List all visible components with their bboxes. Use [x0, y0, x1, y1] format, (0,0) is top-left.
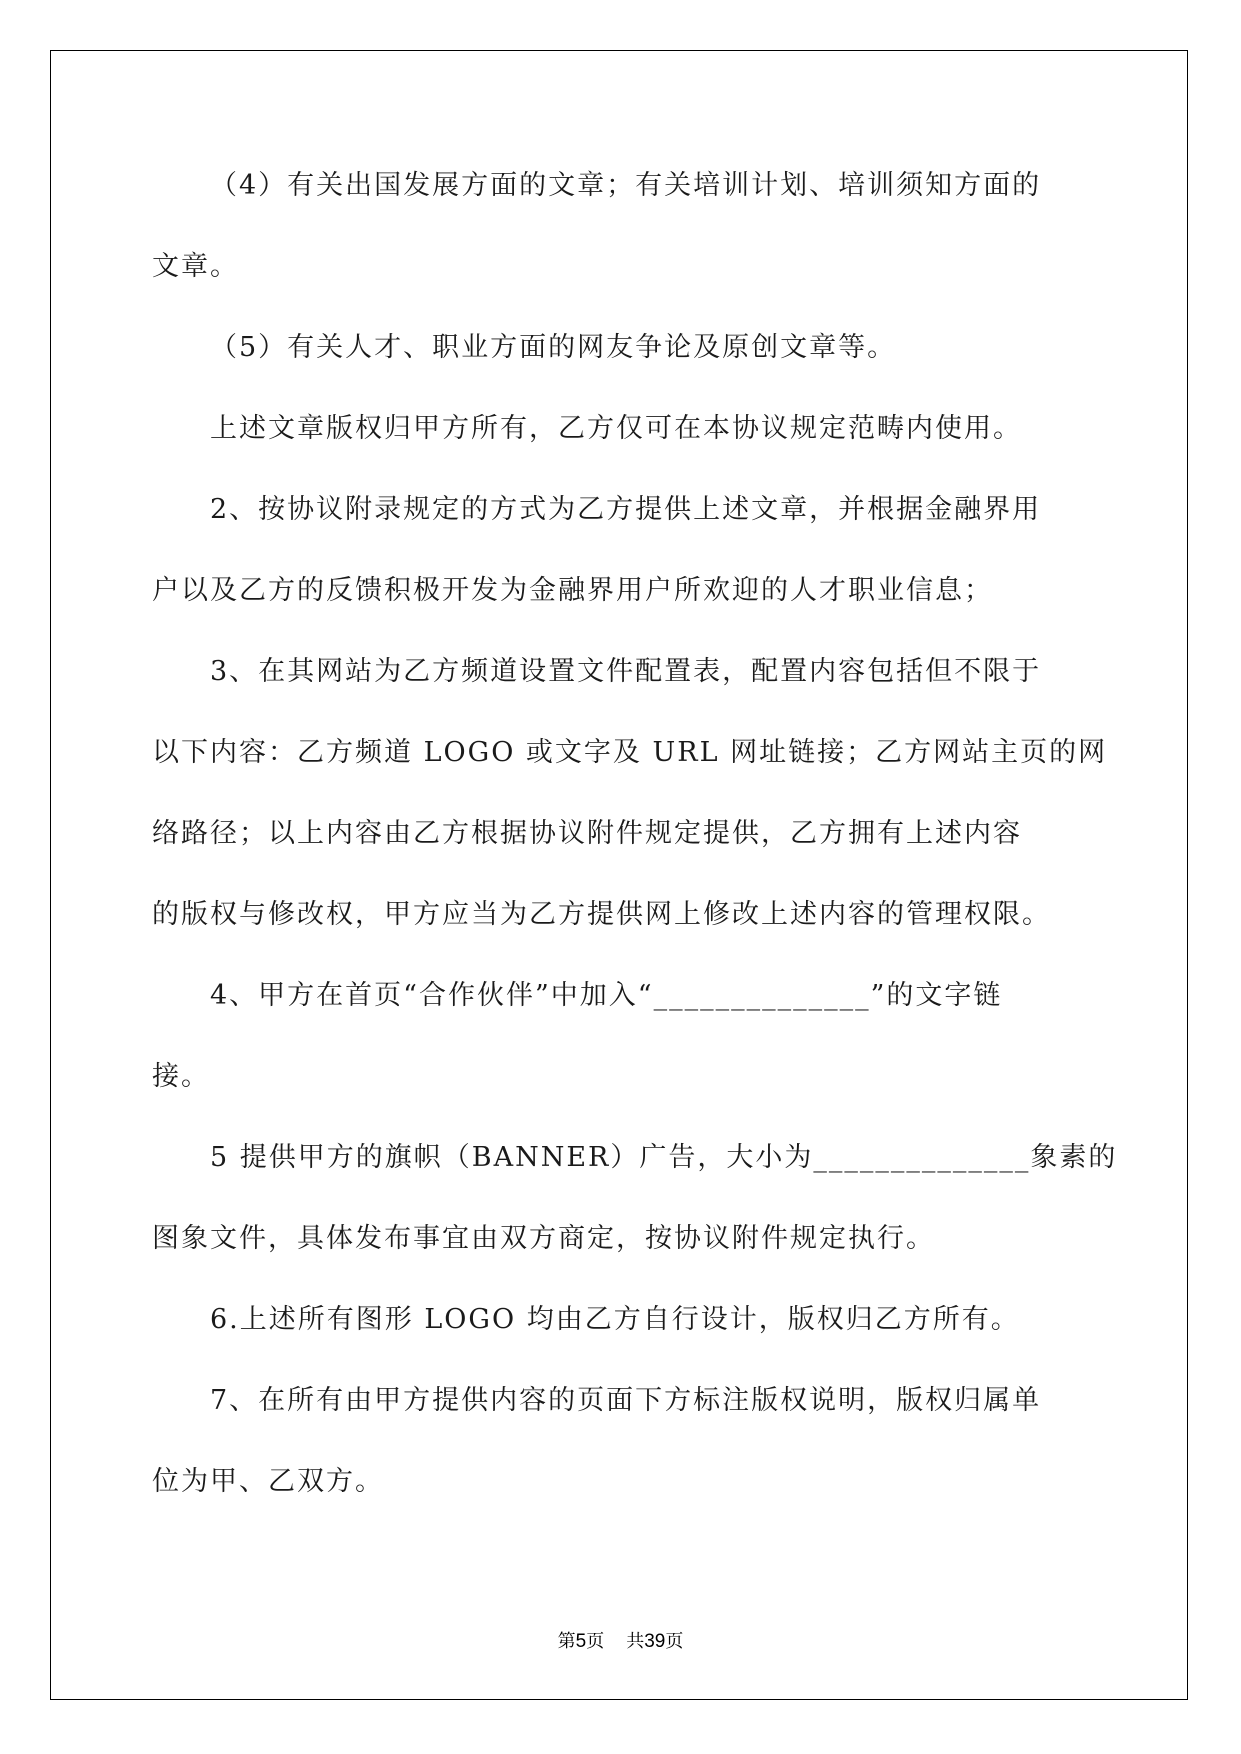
text-line: 以下内容：乙方频道 LOGO 或文字及 URL 网址链接；乙方网站主页的网 — [152, 737, 1108, 768]
document-body — [152, 165, 1118, 1542]
text-line: 的版权与修改权，甲方应当为乙方提供网上修改上述内容的管理权限。 — [152, 899, 1051, 930]
footer-page-suffix: 页 — [586, 1631, 605, 1651]
text-line: 位为甲、乙双方。 — [152, 1466, 384, 1497]
text-line: 图象文件，具体发布事宜由双方商定，按协议附件规定执行。 — [152, 1223, 935, 1254]
page-footer — [0, 1627, 1241, 1653]
text-line: 5 提供甲方的旗帜（BANNER）广告，大小为______________象素的 — [210, 1142, 1118, 1173]
text-line: 上述文章版权归甲方所有，乙方仅可在本协议规定范畴内使用。 — [210, 413, 1022, 444]
footer-page-prefix: 第 — [557, 1631, 576, 1651]
footer-total-suffix: 页 — [665, 1631, 684, 1651]
text-line: 2、按协议附录规定的方式为乙方提供上述文章，并根据金融界用 — [210, 494, 1042, 525]
text-line: 文章。 — [152, 251, 239, 282]
text-line: （5）有关人才、职业方面的网友争论及原创文章等。 — [210, 332, 897, 363]
footer-total-pages: 39 — [644, 1631, 666, 1652]
footer-total-prefix: 共 — [626, 1631, 645, 1651]
text-line: （4）有关出国发展方面的文章；有关培训计划、培训须知方面的 — [210, 170, 1042, 201]
text-line: 3、在其网站为乙方频道设置文件配置表，配置内容包括但不限于 — [210, 656, 1042, 687]
footer-page-number: 5 — [575, 1631, 587, 1652]
text-line: 7、在所有由甲方提供内容的页面下方标注版权说明，版权归属单 — [210, 1385, 1042, 1416]
text-line: 6.上述所有图形 LOGO 均由乙方自行设计，版权归乙方所有。 — [210, 1304, 1020, 1335]
text-line: 接。 — [152, 1061, 210, 1092]
text-line: 户以及乙方的反馈积极开发为金融界用户所欢迎的人才职业信息； — [152, 575, 993, 606]
text-line: 络路径；以上内容由乙方根据协议附件规定提供，乙方拥有上述内容 — [152, 818, 1022, 849]
text-line: 4、甲方在首页“合作伙伴”中加入“______________”的文字链 — [210, 980, 1003, 1011]
